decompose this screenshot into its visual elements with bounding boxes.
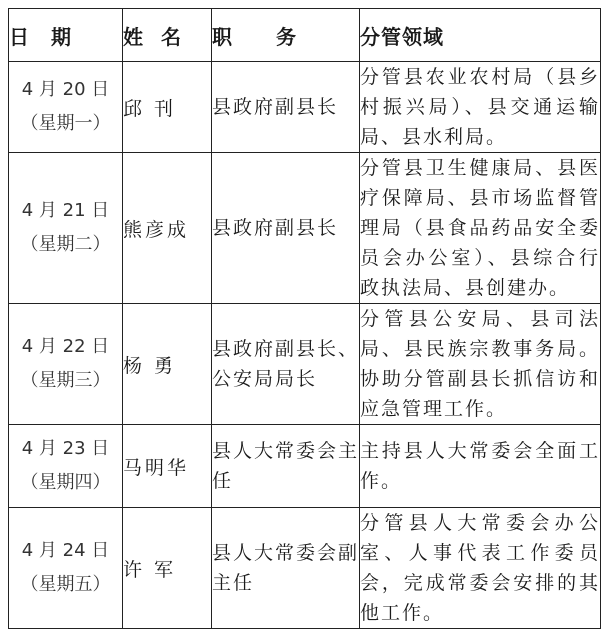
header-post: 职务 xyxy=(212,9,360,62)
area-cell: 分管县卫生健康局、县医疗保障局、县市场监督管理局（县食品药品安全委员会办公室）、县综合行政执法局、县创建办。 xyxy=(360,153,601,304)
weekday-text: （星期三） xyxy=(20,370,111,391)
header-row xyxy=(9,9,601,62)
name-cell: 熊彦成 xyxy=(123,153,212,304)
date-cell xyxy=(9,508,123,629)
date-cell xyxy=(9,425,123,508)
leader-schedule-table xyxy=(8,8,601,629)
name-cell: 杨 勇 xyxy=(123,304,212,425)
table-row xyxy=(9,304,601,425)
date-cell xyxy=(9,62,123,153)
date-text: 4 月 21 日 xyxy=(21,200,110,221)
name-cell: 许 军 xyxy=(123,508,212,629)
post-cell: 县政府副县长 xyxy=(212,153,360,304)
post-cell: 县政府副县长 xyxy=(212,62,360,153)
date-text: 4 月 22 日 xyxy=(21,336,110,357)
name-cell: 邱 刊 xyxy=(123,62,212,153)
date-text: 4 月 23 日 xyxy=(21,438,110,459)
area-cell: 主持县人大常委会全面工作。 xyxy=(360,425,601,508)
date-text: 4 月 20 日 xyxy=(21,79,110,100)
date-cell xyxy=(9,304,123,425)
date-cell xyxy=(9,153,123,304)
weekday-text: （星期一） xyxy=(20,113,111,134)
date-text: 4 月 24 日 xyxy=(21,540,110,561)
table-row xyxy=(9,508,601,629)
area-cell: 分管县人大常委会办公室、人事代表工作委员会，完成常委会安排的其他工作。 xyxy=(360,508,601,629)
table-row xyxy=(9,153,601,304)
table-row xyxy=(9,62,601,153)
post-cell: 县政府副县长、公安局局长 xyxy=(212,304,360,425)
table-row xyxy=(9,425,601,508)
weekday-text: （星期四） xyxy=(20,472,111,493)
post-cell: 县人大常委会主任 xyxy=(212,425,360,508)
header-date: 日期 xyxy=(9,9,123,62)
header-name: 姓名 xyxy=(123,9,212,62)
post-cell: 县人大常委会副主任 xyxy=(212,508,360,629)
area-cell: 分管县农业农村局（县乡村振兴局）、县交通运输局、县水利局。 xyxy=(360,62,601,153)
weekday-text: （星期五） xyxy=(20,574,111,595)
header-area: 分管领域 xyxy=(360,9,601,62)
name-cell: 马明华 xyxy=(123,425,212,508)
area-cell: 分管县公安局、县司法局、县民族宗教事务局。协助分管副县长抓信访和应急管理工作。 xyxy=(360,304,601,425)
weekday-text: （星期二） xyxy=(20,234,111,255)
